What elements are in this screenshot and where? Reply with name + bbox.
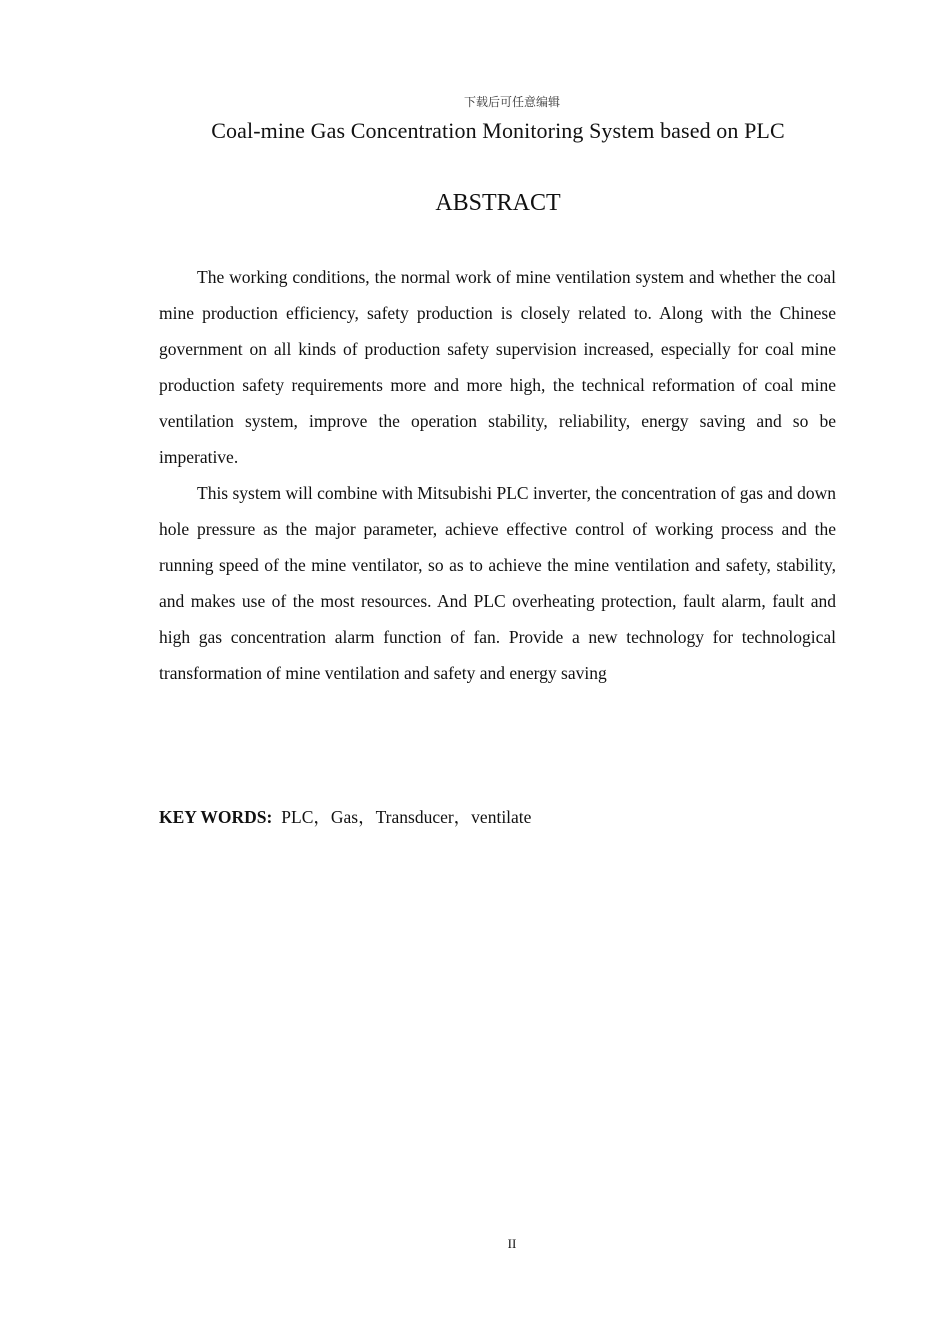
header-note: 下载后可任意编辑 (463, 95, 560, 109)
abstract-body (159, 259, 836, 691)
document-title: Coal-mine Gas Concentration Monitoring System based on PLC (211, 118, 785, 143)
abstract-paragraph-2: This system will combine with Mitsubishi PLC inverter, the concentration of gas and down hole pressure as the major parameter, achieve effective control of working process and the running speed of the mine ventilator, so as to achieve the mine ventilation and safety, stability, and makes use of the most resources. And PLC overheating protection, fault alarm, fault and high gas concentration alarm function of fan. Provide a new technology for technological transformation of mine ventilation and safety and energy saving (159, 483, 836, 683)
keywords-line (159, 799, 836, 835)
keywords-list: PLC，Gas，Transducer，ventilate (281, 807, 532, 827)
keywords-label: KEY WORDS: (159, 807, 273, 827)
abstract-heading: ABSTRACT (435, 190, 561, 216)
page-number: II (507, 1236, 517, 1251)
abstract-paragraph-1: The working conditions, the normal work of mine ventilation system and whether the coal mine production efficiency, safety production is closely related to. Along with the Chinese government on all kinds of production safety supervision increased, especially for coal mine production safety requirements more and more high, the technical reformation of coal mine ventilation system, improve the operation stability, reliability, energy saving and so be imperative. (159, 267, 836, 467)
